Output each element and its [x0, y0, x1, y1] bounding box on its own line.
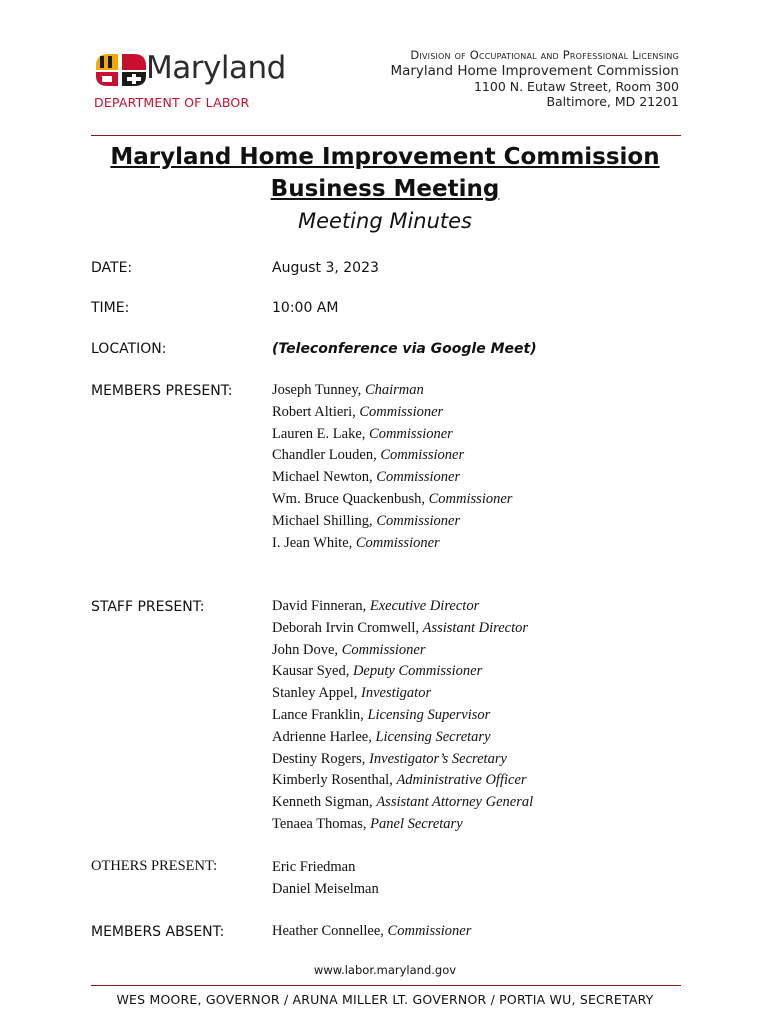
person-role: Executive Director: [369, 598, 480, 614]
person-name: Eric Friedman: [272, 859, 356, 875]
city-address: Baltimore, MD 21201: [546, 94, 679, 109]
person-entry: [272, 533, 512, 555]
location-value: (Teleconference via Google Meet): [272, 341, 537, 357]
person-name: Destiny Rogers,: [272, 750, 370, 767]
staff-present-list: [272, 596, 533, 836]
date-label: DATE:: [91, 260, 133, 276]
person-role: Commissioner: [359, 403, 444, 420]
person-name: Chandler Louden,: [272, 447, 381, 464]
person-name: Kenneth Sigman,: [272, 794, 377, 811]
maryland-flag-icon: [94, 52, 148, 88]
person-name: Tenaea Thomas,: [272, 815, 371, 832]
person-entry: [272, 770, 533, 792]
person-entry: [272, 445, 512, 467]
time-value: 10:00 AM: [272, 300, 339, 316]
commission-name: Maryland Home Improvement Commission: [390, 63, 679, 79]
person-name: Lance Franklin,: [272, 706, 368, 723]
person-entry: [272, 879, 379, 901]
person-role: Commissioner: [387, 923, 472, 939]
person-name: Michael Shilling,: [272, 512, 377, 529]
person-role: Commissioner: [428, 490, 513, 507]
person-role: Administrative Officer: [396, 772, 527, 789]
person-name: I. Jean White,: [272, 534, 356, 551]
person-role: Commissioner: [380, 447, 465, 464]
location-label: LOCATION:: [91, 341, 167, 357]
street-address: 1100 N. Eutaw Street, Room 300: [473, 79, 679, 94]
document-subtitle: Meeting Minutes: [297, 209, 472, 233]
person-entry: [272, 511, 512, 533]
person-role: Licensing Supervisor: [367, 706, 491, 723]
logo-wordmark: Maryland: [146, 50, 286, 86]
person-name: Robert Altieri,: [272, 403, 360, 420]
footer-website: www.labor.maryland.gov: [313, 963, 457, 977]
person-entry: [272, 640, 533, 662]
person-role: Deputy Commissioner: [352, 663, 483, 680]
person-role: Panel Secretary: [370, 815, 463, 832]
person-role: Investigator: [361, 685, 432, 702]
person-entry: [272, 618, 533, 640]
person-name: Deborah Irvin Cromwell,: [272, 619, 423, 636]
members-present-list: [272, 380, 512, 554]
person-entry: [272, 705, 533, 727]
members-present-label: MEMBERS PRESENT:: [91, 383, 233, 399]
person-entry: [272, 489, 512, 511]
person-entry: [272, 857, 379, 879]
others-present-label: OTHERS PRESENT:: [91, 858, 218, 874]
person-entry: [272, 814, 533, 836]
person-entry: [272, 921, 471, 943]
person-entry: [272, 792, 533, 814]
person-name: Wm. Bruce Quackenbush,: [272, 490, 429, 507]
person-name: Heather Connellee,: [272, 923, 388, 939]
person-name: John Dove,: [272, 641, 342, 658]
date-value: August 3, 2023: [272, 260, 379, 276]
person-entry: [272, 683, 533, 705]
person-entry: [272, 749, 533, 771]
members-absent-label: MEMBERS ABSENT:: [91, 924, 225, 940]
person-role: Assistant Director: [422, 619, 529, 636]
person-entry: [272, 380, 512, 402]
person-entry: [272, 661, 533, 683]
person-name: Daniel Meiselman: [272, 880, 379, 897]
logo-department: DEPARTMENT OF LABOR: [94, 95, 250, 110]
person-name: Joseph Tunney,: [272, 382, 365, 398]
letterhead-address: [390, 48, 679, 109]
time-label: TIME:: [91, 300, 130, 316]
document-title-line2: Business Meeting: [270, 176, 500, 202]
document-title: Maryland Home Improvement Commission: [110, 144, 660, 170]
person-role: Investigator’s Secretary: [369, 750, 507, 767]
members-absent-list: [272, 921, 471, 943]
division-name: Division of Occupational and Professional Licensing: [410, 48, 679, 62]
maryland-labor-logo: [94, 50, 314, 112]
header-divider: [91, 135, 681, 136]
person-role: Assistant Attorney General: [376, 794, 534, 811]
footer-officials: WES MOORE, GOVERNOR / ARUNA MILLER LT. GOVERNOR / PORTIA WU, SECRETARY: [116, 992, 654, 1007]
person-name: David Finneran,: [272, 598, 370, 614]
person-role: Licensing Secretary: [375, 728, 491, 745]
person-entry: [272, 727, 533, 749]
person-role: Chairman: [364, 382, 424, 398]
person-name: Kimberly Rosenthal,: [272, 772, 397, 789]
staff-present-label: STAFF PRESENT:: [91, 599, 205, 615]
person-role: Commissioner: [376, 512, 461, 529]
person-entry: [272, 467, 512, 489]
footer-divider: [91, 985, 681, 986]
person-entry: [272, 402, 512, 424]
person-name: Michael Newton,: [272, 469, 377, 486]
person-name: Stanley Appel,: [272, 685, 362, 702]
person-role: Commissioner: [376, 469, 461, 486]
person-role: Commissioner: [341, 641, 426, 658]
person-role: Commissioner: [355, 534, 440, 551]
person-entry: [272, 596, 533, 618]
person-name: Kausar Syed,: [272, 663, 353, 680]
person-name: Adrienne Harlee,: [272, 728, 376, 745]
person-entry: [272, 424, 512, 446]
person-role: Commissioner: [369, 425, 453, 442]
person-name: Lauren E. Lake,: [272, 425, 370, 442]
others-present-list: [272, 857, 379, 901]
